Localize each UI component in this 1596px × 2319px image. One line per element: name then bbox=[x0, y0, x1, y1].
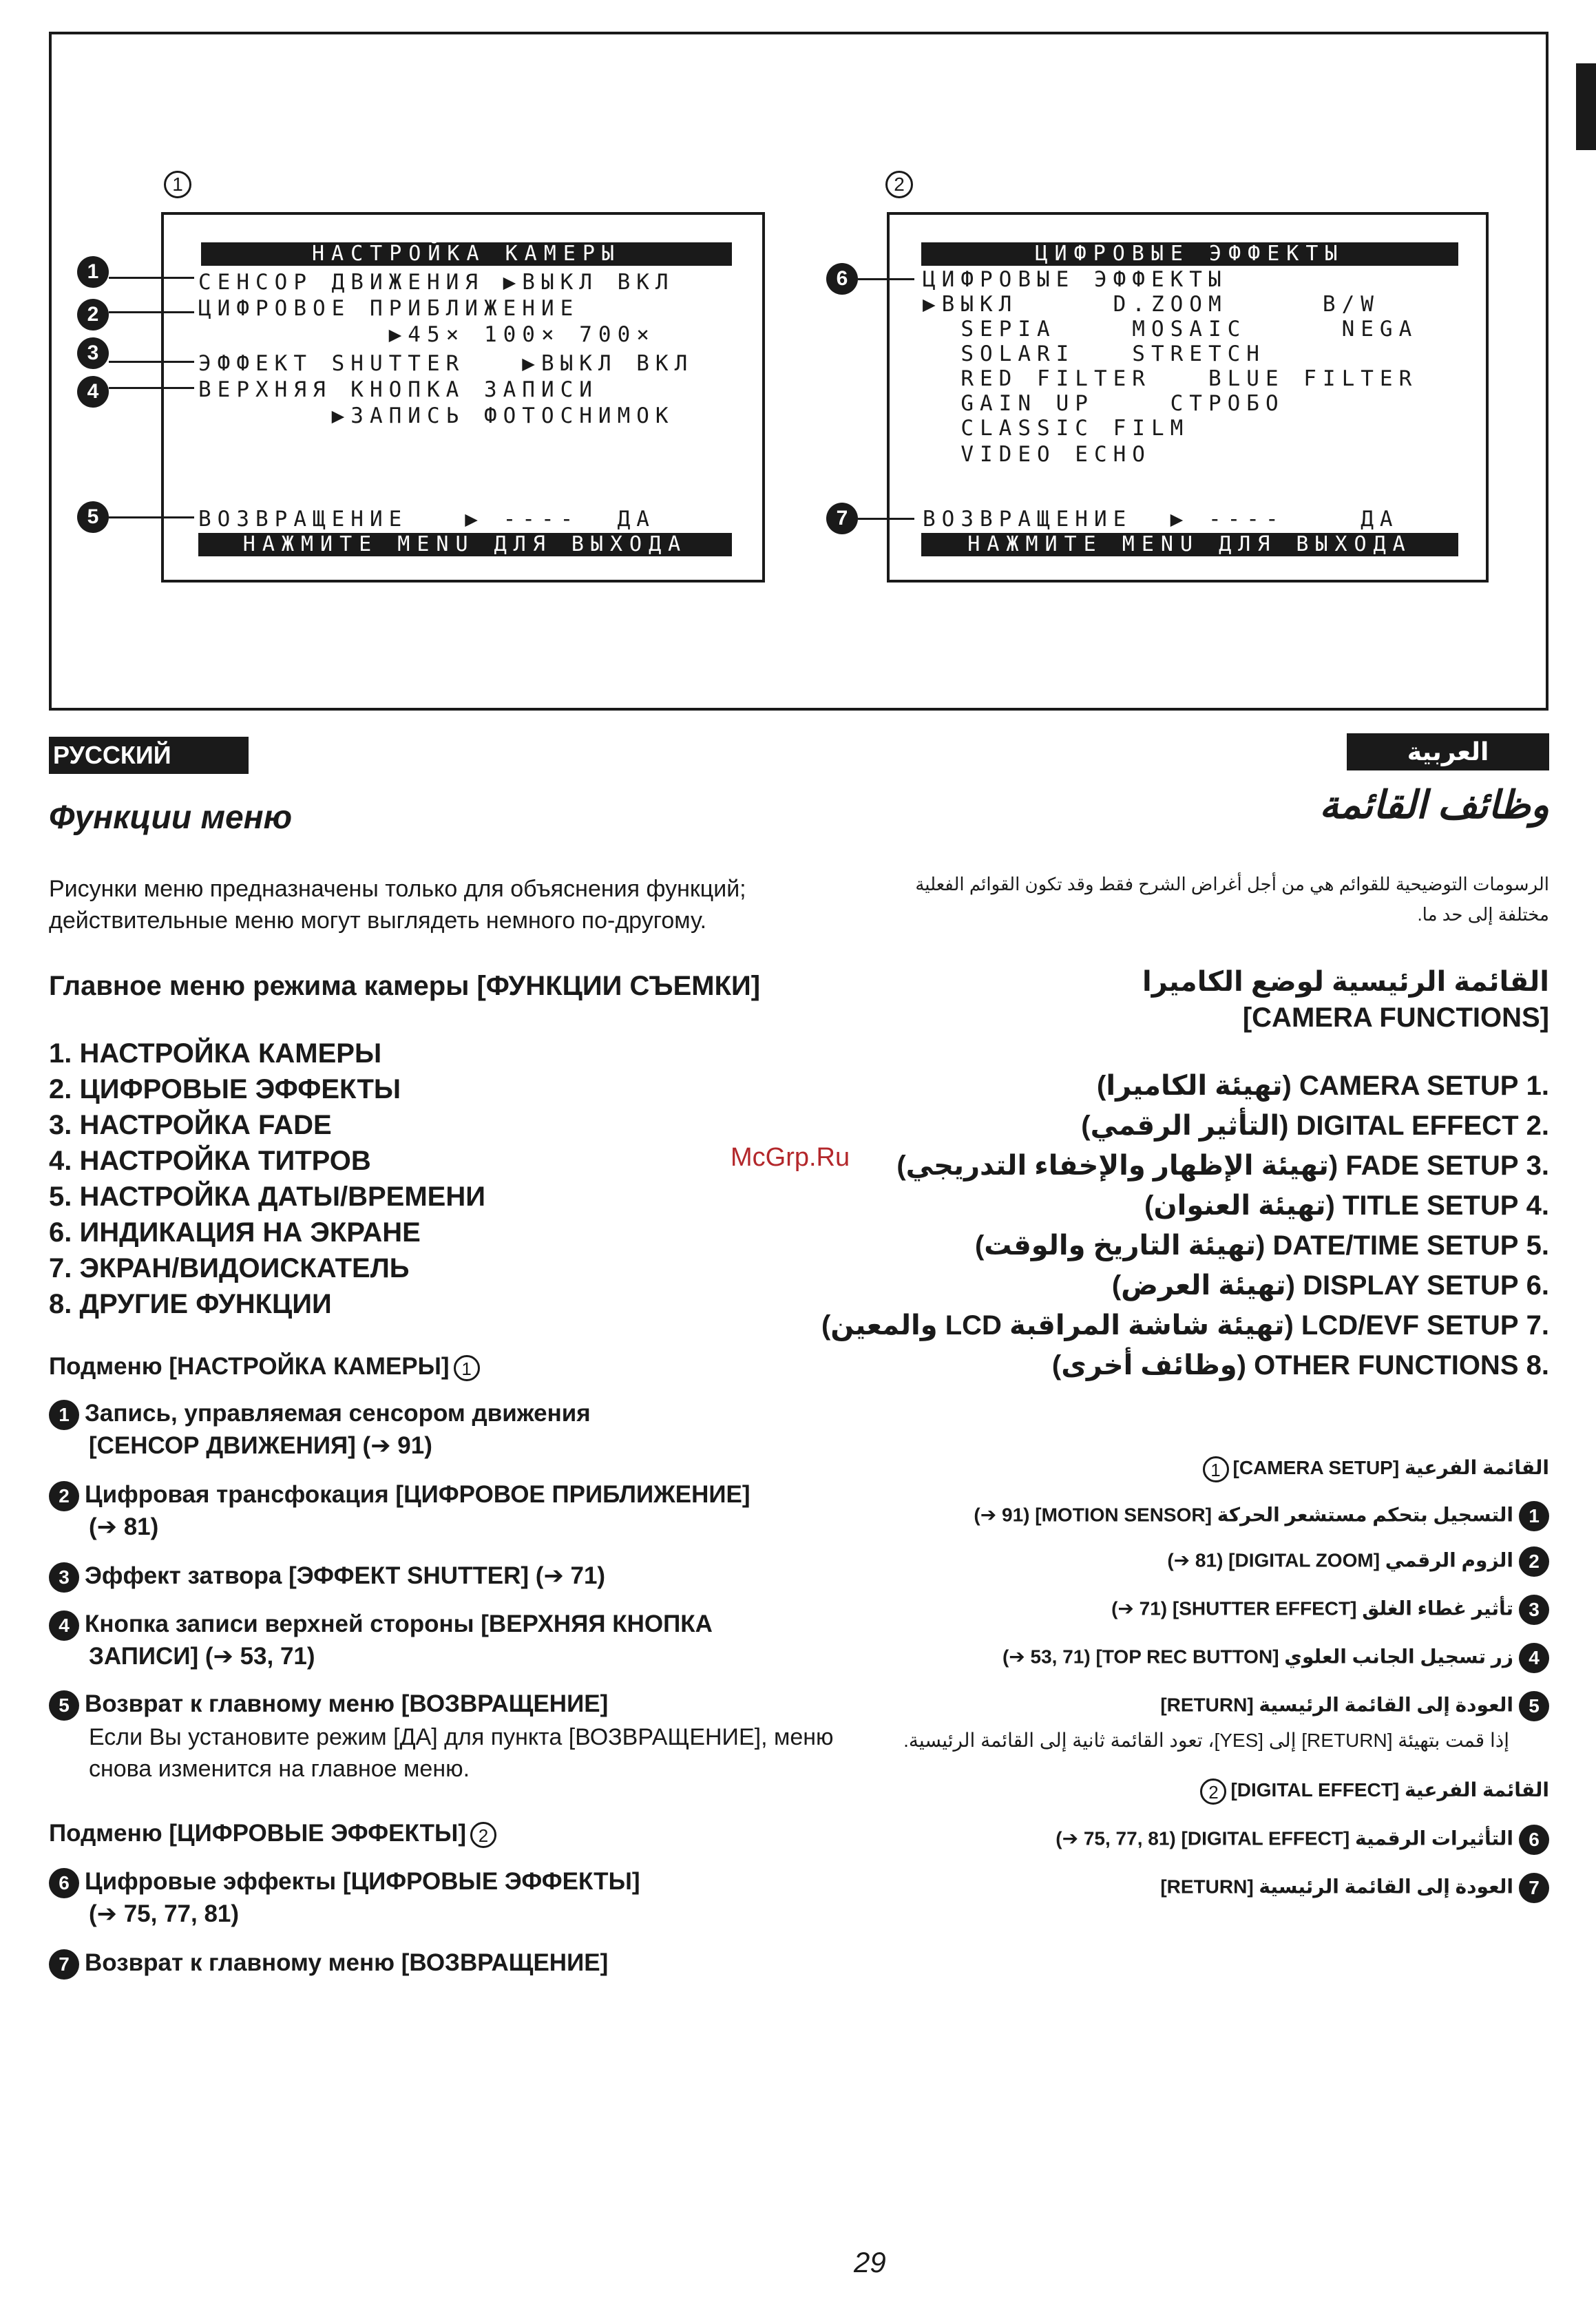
ru-sub2-item-6 bbox=[49, 1866, 861, 1930]
marker-1: 1 bbox=[77, 256, 109, 288]
ar-item-number: 3 bbox=[1519, 1595, 1549, 1625]
marker-2: 2 bbox=[77, 299, 109, 330]
ru-item-number: 4 bbox=[49, 1610, 79, 1641]
ar-menu-item: .6 DISPLAY SETUP (تهيئة العرض) bbox=[1111, 1270, 1549, 1301]
ru-item-line1: Возврат к главному меню [ВОЗВРАЩЕНИЕ] bbox=[85, 1690, 609, 1717]
screen2-line-2: ▶ВЫКЛ D.ZOOM B/W bbox=[923, 292, 1380, 317]
digital-effects-header: ЦИФРОВЫЕ ЭФФЕКТЫ bbox=[921, 242, 1458, 266]
ar-item-number: 5 bbox=[1519, 1691, 1549, 1721]
section-tab bbox=[1576, 63, 1596, 150]
ar-sub1-item-5 bbox=[1160, 1691, 1549, 1721]
screen1-line-4: ЭФФЕКТ SHUTTER ▶ВЫКЛ ВКЛ bbox=[198, 351, 694, 376]
ru-item-line1: Возврат к главному меню [ВОЗВРАЩЕНИЕ] bbox=[85, 1949, 609, 1976]
ru-item-number: 1 bbox=[49, 1400, 79, 1430]
screen2-footer: НАЖМИТЕ MENU ДЛЯ ВЫХОДА bbox=[921, 533, 1458, 556]
ar-menu-item: .2 DIGITAL EFFECT (التأثير الرقمي) bbox=[1081, 1111, 1549, 1141]
ru-item-line1: Эффект затвора [ЭФФЕКТ SHUTTER] (➔ 71) bbox=[85, 1562, 606, 1589]
ar-menu-item: .8 OTHER FUNCTIONS (وظائف أخرى) bbox=[1051, 1350, 1549, 1381]
ru-menu-item: 3. НАСТРОЙКА FADE bbox=[49, 1110, 332, 1140]
ru-item-line2: ЗАПИСИ] (➔ 53, 71) bbox=[89, 1642, 315, 1670]
ru-item-line1: Цифровая трансфокация [ЦИФРОВОЕ ПРИБЛИЖЕНИЕ] bbox=[85, 1481, 750, 1508]
ru-item-number: 7 bbox=[49, 1949, 79, 1980]
arabic-title: وظائف القائمة bbox=[1319, 783, 1549, 826]
marker-4-leader bbox=[109, 387, 194, 389]
ru-menu-item: 6. ИНДИКАЦИЯ НА ЭКРАНЕ bbox=[49, 1217, 421, 1248]
screen1-return-line: ВОЗВРАЩЕНИЕ ▶ ---- ДА bbox=[198, 507, 655, 532]
figure-label-1: 1 bbox=[164, 171, 191, 198]
arabic-main-heading: القائمة الرئيسية لوضع الكاميرا bbox=[1142, 967, 1549, 997]
ar-item-number: 6 bbox=[1519, 1825, 1549, 1855]
arabic-language-label: العربية bbox=[1347, 733, 1549, 770]
ar-figure-ref-1: 1 bbox=[1203, 1456, 1229, 1482]
ru-menu-item: 1. НАСТРОЙКА КАМЕРЫ bbox=[49, 1038, 382, 1069]
marker-1-leader bbox=[109, 277, 194, 279]
ar-sub1-item-1 bbox=[974, 1501, 1549, 1531]
russian-main-menu bbox=[49, 1036, 485, 1322]
ru-sub2-item-7 bbox=[49, 1947, 861, 1980]
ru-item-number: 6 bbox=[49, 1868, 79, 1898]
ar-sub1-item-3 bbox=[1111, 1595, 1549, 1625]
arabic-main-heading-en: [CAMERA FUNCTIONS] bbox=[1242, 1003, 1549, 1033]
ru-menu-item: 2. ЦИФРОВЫЕ ЭФФЕКТЫ bbox=[49, 1074, 401, 1104]
camera-setup-header: НАСТРОЙКА КАМЕРЫ bbox=[201, 242, 732, 266]
ar-menu-item: .7 LCD/EVF SETUP (تهيئة شاشة المراقبة LCD والمعين) bbox=[821, 1310, 1549, 1341]
ar-sub1-item-4 bbox=[1002, 1643, 1549, 1673]
submenu1-heading-text: Подменю [НАСТРОЙКА КАМЕРЫ] bbox=[49, 1353, 450, 1380]
screen1-line-6: ▶ЗАПИСЬ ФОТОСНИМОК bbox=[198, 403, 675, 428]
ar-menu-item: .4 TITLE SETUP (تهيئة العنوان) bbox=[1144, 1190, 1549, 1221]
ar-figure-ref-2: 2 bbox=[1200, 1778, 1226, 1805]
marker-6-leader bbox=[858, 278, 914, 280]
screen2-line-8: VIDEO ECHO bbox=[923, 442, 1151, 467]
marker-7-leader bbox=[858, 518, 914, 520]
ar-sub2-item-6 bbox=[1056, 1825, 1549, 1855]
ru-item-number: 5 bbox=[49, 1690, 79, 1721]
russian-submenu2-heading bbox=[49, 1818, 496, 1849]
screen2-line-7: CLASSIC FILM bbox=[923, 416, 1190, 441]
figure-ref-2: 2 bbox=[470, 1822, 496, 1848]
ar-item-text: تأثير غطاء الغلق [SHUTTER EFFECT] (71 ➔) bbox=[1111, 1597, 1513, 1619]
screen1-line-3: ▶45× 100× 700× bbox=[198, 322, 655, 347]
ru-sub1-item-3 bbox=[49, 1560, 861, 1593]
ar-menu-item: .1 CAMERA SETUP (تهيئة الكاميرا) bbox=[1097, 1071, 1549, 1101]
ru-item-line2: [СЕНСОР ДВИЖЕНИЯ] (➔ 91) bbox=[89, 1431, 432, 1459]
ar-item-text: زر تسجيل الجانب العلوي [TOP REC BUTTON] (53, 71 ➔) bbox=[1002, 1646, 1513, 1668]
ar-sub1-note: إذا قمت بتهيئة [RETURN] إلى [YES]، تعود القائمة ثانية إلى القائمة الرئيسية. bbox=[903, 1730, 1509, 1751]
russian-title: Функции меню bbox=[49, 799, 293, 836]
screen1-line-2: ЦИФРОВОЕ ПРИБЛИЖЕНИЕ bbox=[198, 296, 580, 321]
screen2-line-3: SEPIA MOSAIC NEGA bbox=[923, 317, 1418, 342]
ru-item-number: 2 bbox=[49, 1481, 79, 1511]
ru-sub1-note: Если Вы установите режим [ДА] для пункта [ВОЗВРАЩЕНИЕ], меню снова изменится на главное меню. bbox=[89, 1724, 834, 1782]
ar-sub2-item-7 bbox=[1160, 1873, 1549, 1903]
ru-sub1-item-1 bbox=[49, 1398, 861, 1462]
ar-item-text: التسجيل بتحكم مستشعر الحركة [MOTION SENSOR] (91 ➔) bbox=[974, 1504, 1513, 1526]
ru-item-line1: Кнопка записи верхней стороны [ВЕРХНЯЯ КНОПКА bbox=[85, 1610, 713, 1637]
marker-4: 4 bbox=[77, 376, 109, 408]
digital-effects-screen bbox=[887, 212, 1489, 583]
marker-6: 6 bbox=[826, 263, 858, 295]
ru-sub1-item-2 bbox=[49, 1479, 861, 1543]
ar-item-number: 4 bbox=[1519, 1643, 1549, 1673]
arabic-submenu2-heading bbox=[1200, 1776, 1549, 1805]
ar-item-text: العودة إلى القائمة الرئيسية [RETURN] bbox=[1160, 1694, 1513, 1716]
ar-item-text: التأثيرات الرقمية [DIGITAL EFFECT] (75, 77, 81 ➔) bbox=[1056, 1827, 1513, 1849]
arabic-main-menu bbox=[819, 1066, 1549, 1385]
marker-3-leader bbox=[109, 361, 194, 363]
camera-setup-screen bbox=[161, 212, 765, 583]
ar-menu-item: .5 DATE/TIME SETUP (تهيئة التاريخ والوقت) bbox=[974, 1230, 1549, 1261]
russian-language-label: РУССКИЙ ЯЗЫК bbox=[49, 737, 249, 774]
ru-menu-item: 8. ДРУГИЕ ФУНКЦИИ bbox=[49, 1289, 332, 1319]
marker-2-leader bbox=[109, 311, 194, 313]
ar-item-number: 1 bbox=[1519, 1501, 1549, 1531]
marker-3: 3 bbox=[77, 337, 109, 369]
ru-item-number: 3 bbox=[49, 1562, 79, 1593]
watermark: McGrp.Ru bbox=[731, 1143, 850, 1172]
marker-5-leader bbox=[109, 516, 194, 518]
russian-submenu1-heading bbox=[49, 1351, 480, 1383]
ar-item-number: 2 bbox=[1519, 1546, 1549, 1577]
screen1-line-1: СЕНСОР ДВИЖЕНИЯ ▶ВЫКЛ ВКЛ bbox=[198, 270, 675, 295]
ar-sub1-item-2 bbox=[1167, 1546, 1549, 1577]
screen1-line-5: ВЕРХНЯЯ КНОПКА ЗАПИСИ bbox=[198, 377, 598, 402]
screen2-line-6: GAIN UP СТРОБО bbox=[923, 391, 1285, 416]
figure-label-2: 2 bbox=[885, 171, 913, 198]
ar-item-text: العودة إلى القائمة الرئيسية [RETURN] bbox=[1160, 1876, 1513, 1898]
submenu2-heading-text: Подменю [ЦИФРОВЫЕ ЭФФЕКТЫ] bbox=[49, 1820, 466, 1847]
arabic-submenu1-heading bbox=[1203, 1454, 1549, 1482]
ru-sub1-item-4 bbox=[49, 1608, 861, 1672]
ru-menu-item: 7. ЭКРАН/ВИДОИСКАТЕЛЬ bbox=[49, 1253, 410, 1283]
screen1-footer: НАЖМИТЕ MENU ДЛЯ ВЫХОДА bbox=[198, 533, 732, 556]
ar-item-number: 7 bbox=[1519, 1873, 1549, 1903]
ru-item-line2: (➔ 81) bbox=[89, 1513, 159, 1540]
screen2-line-5: RED FILTER BLUE FILTER bbox=[923, 366, 1418, 391]
screen2-return-line: ВОЗВРАЩЕНИЕ ▶ ---- ДА bbox=[923, 507, 1399, 532]
russian-main-menu-heading: Главное меню режима камеры [ФУНКЦИИ СЪЕМКИ] bbox=[49, 971, 761, 1001]
screen2-line-4: SOLARI STRETCH bbox=[923, 342, 1266, 366]
ru-item-line2: (➔ 75, 77, 81) bbox=[89, 1900, 240, 1927]
ar-menu-item: .3 FADE SETUP (تهيئة الإظهار والإخفاء التدريجي) bbox=[896, 1151, 1549, 1181]
ru-menu-item: 5. НАСТРОЙКА ДАТЫ/ВРЕМЕНИ bbox=[49, 1182, 485, 1212]
figure-ref-1: 1 bbox=[454, 1355, 480, 1381]
ru-menu-item: 4. НАСТРОЙКА ТИТРОВ bbox=[49, 1146, 371, 1176]
ar-sub2-heading-text: القائمة الفرعية [DIGITAL EFFECT] bbox=[1230, 1779, 1549, 1801]
screen2-line-1: ЦИФРОВЫЕ ЭФФЕКТЫ bbox=[923, 267, 1228, 292]
arabic-intro: الرسومات التوضيحية للقوائم هي من أجل أغراض الشرح فقط وقد تكون القوائم الفعلية مختلفة إلى حد ما. bbox=[915, 874, 1549, 925]
marker-7: 7 bbox=[826, 503, 858, 534]
page-number: 29 bbox=[854, 2246, 886, 2278]
russian-intro: Рисунки меню предназначены только для объяснения функций; действительные меню могут выглядеть немного по-другому. bbox=[49, 876, 746, 934]
ru-item-line1: Запись, управляемая сенсором движения bbox=[85, 1400, 591, 1427]
ar-sub1-heading-text: القائمة الفرعية [CAMERA SETUP] bbox=[1232, 1457, 1549, 1478]
ru-sub1-item-5 bbox=[49, 1688, 861, 1721]
ar-item-text: الزوم الرقمي [DIGITAL ZOOM] (81 ➔) bbox=[1167, 1549, 1513, 1571]
marker-5: 5 bbox=[77, 501, 109, 533]
ru-item-line1: Цифровые эффекты [ЦИФРОВЫЕ ЭФФЕКТЫ] bbox=[85, 1868, 640, 1895]
